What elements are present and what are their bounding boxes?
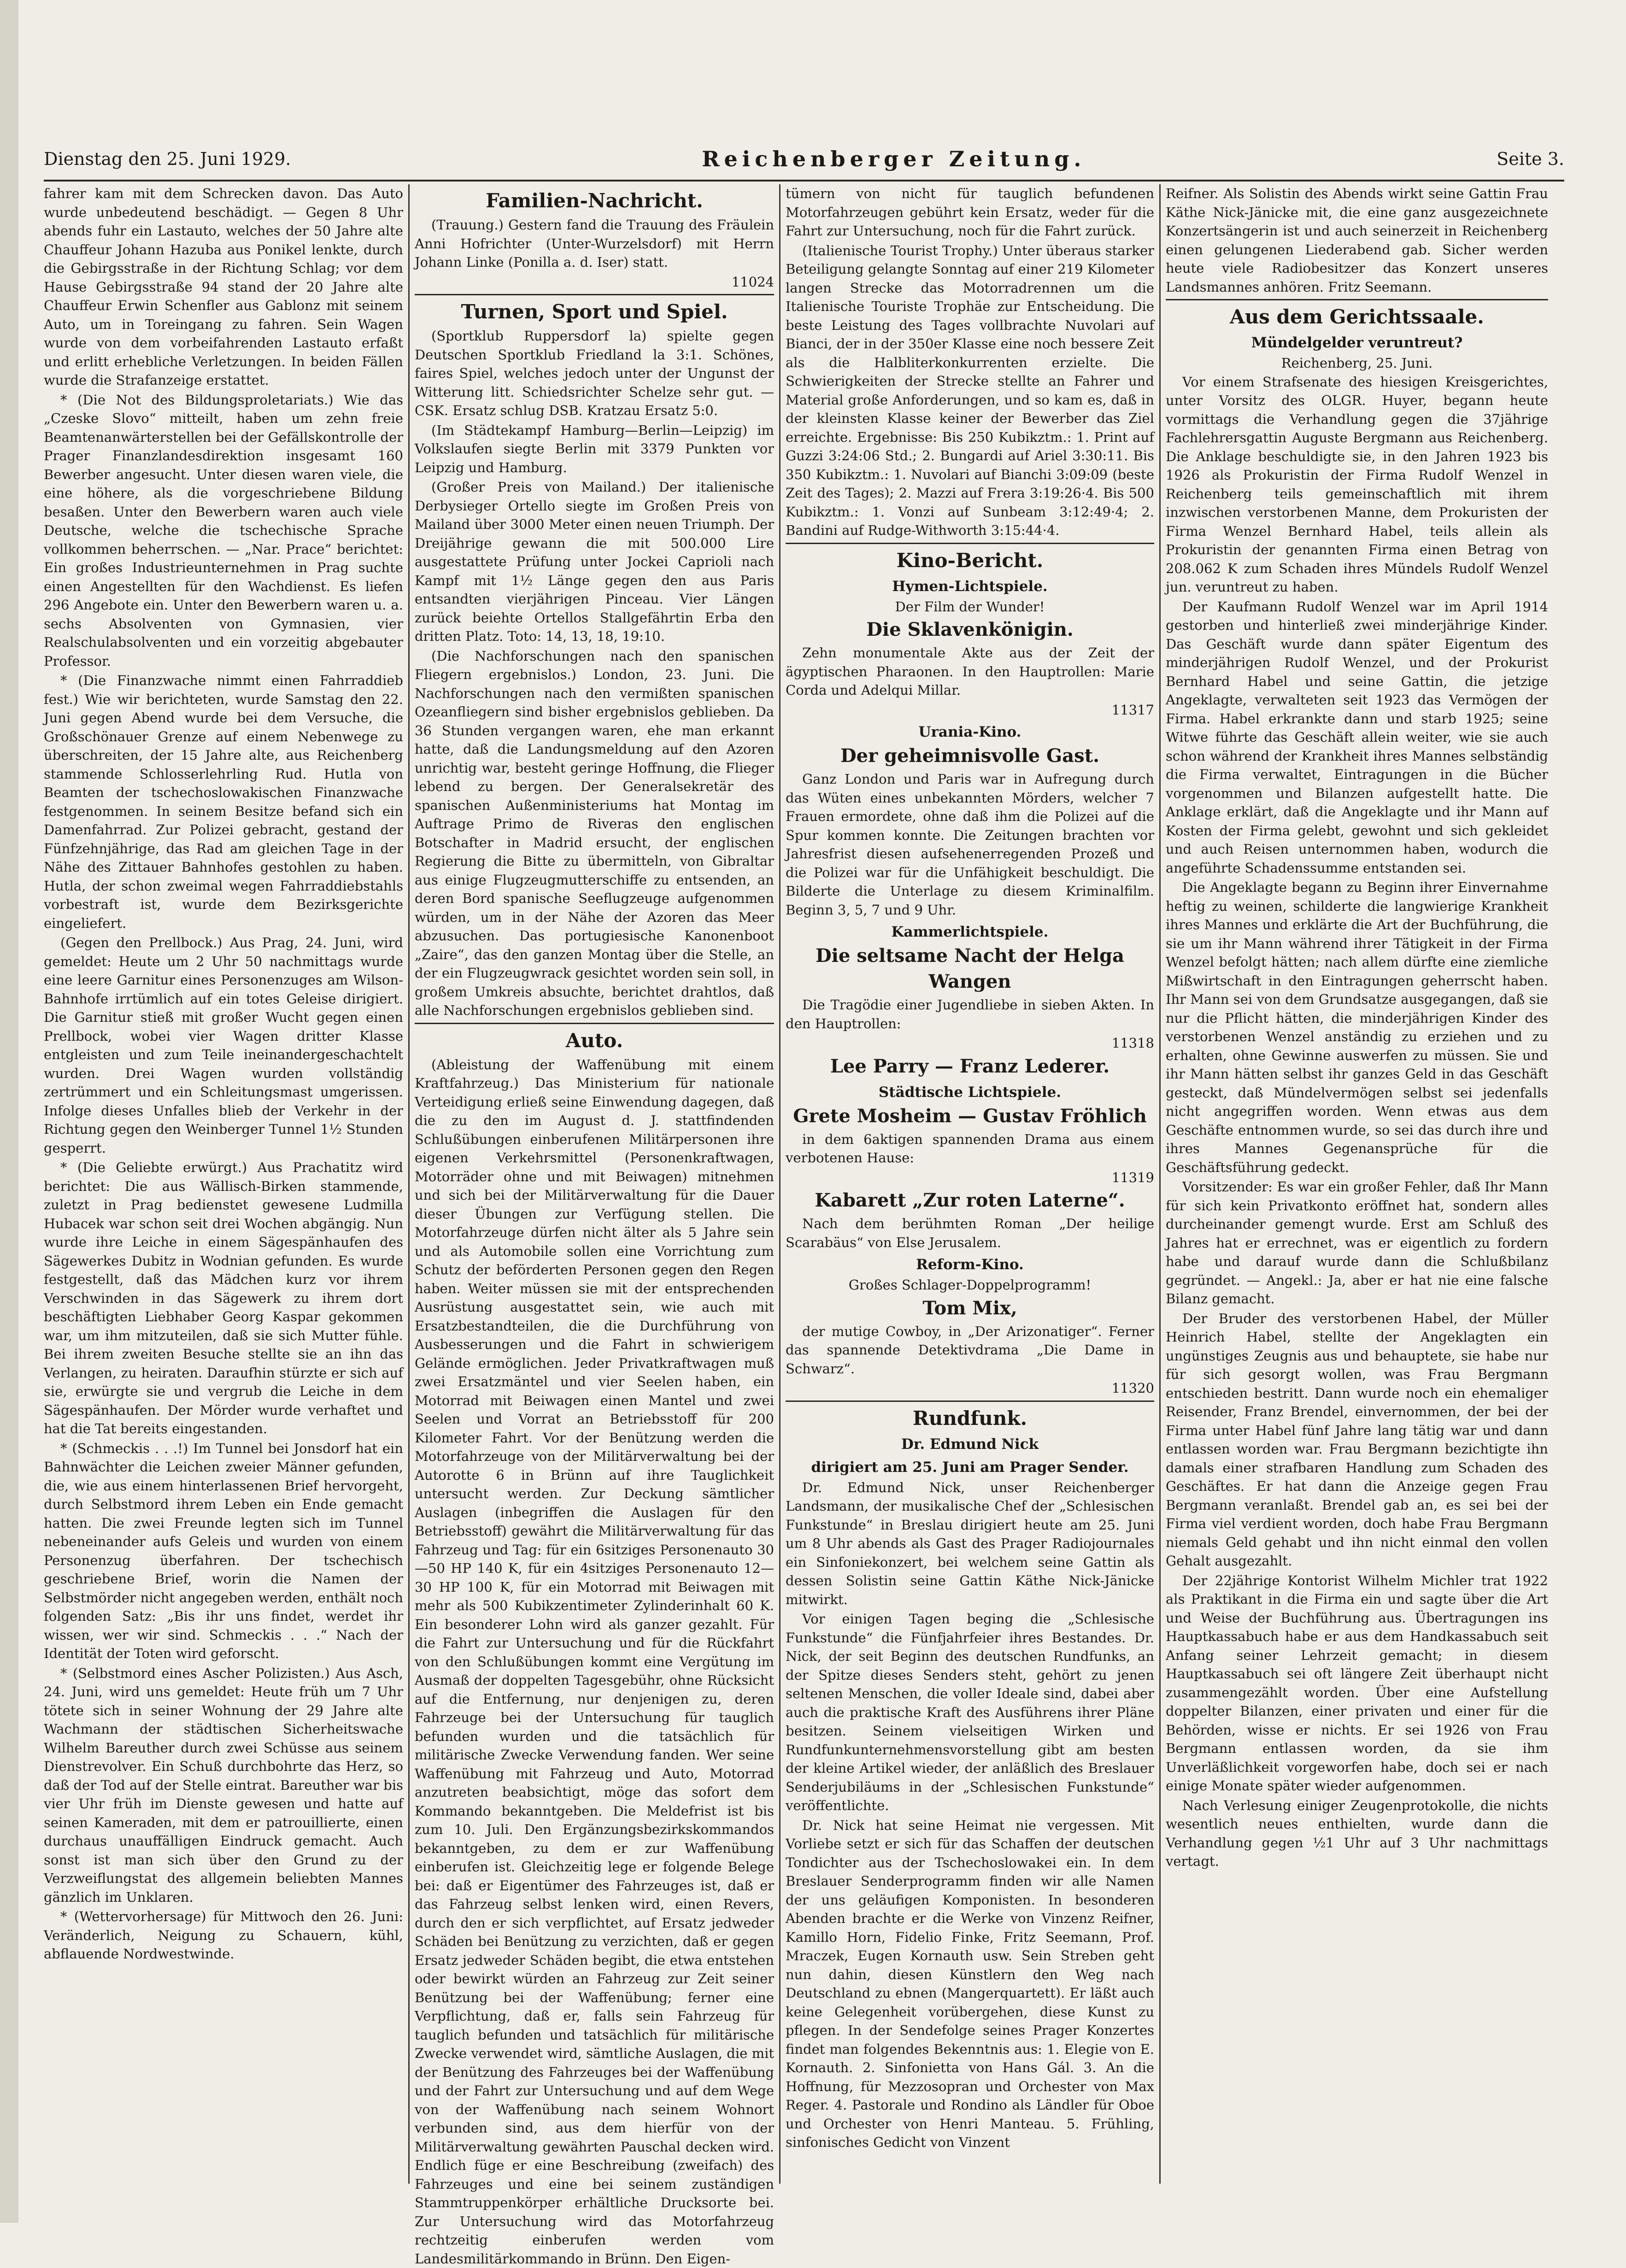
article-paragraph: * (Die Finanzwache nimmt einen Fahrraddieb fest.) Wie wir berichteten, wurde Samstag den 22. Juni gegen Abend wurde bei dem Versuche, die Großschönauer Grenze auf einem Nebenwege zu überschreiten, der 15 Jahre alte, aus Reichenberg stammende Schlosserlehrling Rud. Hutla von Beamten der tschechoslowakischen Finanzwache festgenommen. In seinem Besitze befand sich ein Damenfahrrad. Zur Polizei gebracht, gestand der Fünfzehnjährige, das Rad am gleichen Tage in der Nähe des Zittauer Bahnhofes gestohlen zu haben. Hutla, der schon zweimal wegen Fahrraddiebstahls vorbestraft ist, wurde dem Bezirksgerichte eingeliefert.: [44, 671, 403, 932]
article-paragraph: Vor einigen Tagen beging die „Schlesische Funkstunde“ die Fünfjahrfeier ihres Bestandes. Dr. Nick, der seit Beginn des deutschen Rundfunks, an der Spitze dieses Senders steht, gehört zu jenen seltenen Menschen, die voller Ideale sind, dabei aber auch die praktische Kraft des Ausführens ihrer Pläne besitzen. Seinem vielseitigen Wirken und Rundfunkunternehmensvorstellung gibt am besten der kleine Artikel wieder, der anläßlich des Breslauer Senderjubiläums in der „Schlesischen Funkstunde“ veröffentlichte.: [786, 1610, 1154, 1815]
article-paragraph: Vor einem Strafsenate des hiesigen Kreisgerichtes, unter Vorsitz des OLGR. Huyer, begann heute vormittags die Verhandlung gegen die 37jährige Fachlehrersgattin Auguste Bergmann aus Reichenberg. Die Anklage beschuldigte sie, in den Jahren 1923 bis 1926 als Prokuristin der Firma Rudolf Wenzel in Reichenberg teils gemeinschaftlich mit ihrem inzwischen verstorbenen Manne, dem Prokuristen der Firma Wenzel Bernhard Habel, teils allein als Prokuristin der genannten Firma einen Betrag von 208.062 K zum Schaden ihres Mündels Rudolf Wenzel jun. veruntreut zu haben.: [1166, 373, 1548, 597]
article-paragraph: * (Schmeckis . . .!) Im Tunnel bei Jonsdorf hat ein Bahnwächter die Leichen zweier Männer gefunden, die, wie aus einem hinterlassenen Brief hervorgeht, durch Selbstmord ihrem Leben ein Ende gemacht hatten. Die zwei Freunde legten sich im Tunnel nebeneinander aufs Geleis und wurden von einem Personenzug überfahren. Der tschechisch geschriebene Brief, worin die Namen der Selbstmörder nicht angegeben werden, enthält noch folgenden Satz: „Bis ihr uns findet, werdet ihr wissen, wer wir sind. Schmeckis . . .“ Nach der Identität der Toten wird geforscht.: [44, 1439, 403, 1663]
section-heading-kino: Kino-Bericht.: [786, 548, 1154, 574]
film-title: Kabarett „Zur roten Laterne“.: [786, 1188, 1154, 1213]
film-stars: Lee Parry — Franz Lederer.: [786, 1054, 1154, 1079]
article-paragraph: (Im Städtekampf Hamburg—Berlin—Leipzig) im Volkslaufen siegte Berlin mit 3379 Punkten vor Leipzig und Hamburg.: [415, 421, 774, 477]
article-paragraph: (Großer Preis von Mailand.) Der italienische Derbysieger Ortello siegte im Großen Preis von Mailand über 3000 Meter einen neuen Triumph. Der Dreijährige gewann die mit 500.000 Lire ausgestattete Prüfung unter Jockei Caprioli nach Kampf mit 1½ Länge gegen den aus Paris entsandten vierjährigen Pinceau. Vier Längen zurück beiehte Ortellos Stallgefährtin Erba den dritten Platz. Toto: 14, 13, 18, 19:10.: [415, 478, 774, 646]
article-subheading: Dr. Edmund Nick: [786, 1434, 1154, 1454]
article-paragraph: tümern von nicht für tauglich befundenen Motorfahrzeugen gebührt kein Ersatz, weder für die Fahrt zur Untersuchung, noch für die Fahrt zurück.: [786, 184, 1154, 240]
film-description: in dem 6aktigen spannenden Drama aus einem verbotenen Hause:: [786, 1130, 1154, 1167]
section-divider: [786, 543, 1154, 544]
ad-reference-number: 11024: [415, 273, 774, 292]
article-paragraph: * (Wettervorhersage) für Mittwoch den 26. Juni: Veränderlich, Neigung zu Schauern, kühl, abflauende Nordwestwinde.: [44, 1907, 403, 1963]
article-paragraph: Der Kaufmann Rudolf Wenzel war im April 1914 gestorben und hinterließ zwei minderjährige Kinder. Das Geschäft wurde dann später Eigentum des minderjährigen Rudolf Wenzel, und der Prokurist Bernhard Habel und seine Gattin, die jetzige Angeklagte, verwalteten seit 1923 das Vermögen der Firma. Habel erkrankte dann und starb 1925; seine Witwe führte das Geschäft allein weiter, wie sie auch schon während der Krankheit ihres Mannes selbständig die Firma verwaltet, Eintragungen in die Bücher vorgenommen und Bilanzen aufgestellt hatte. Die Anklage erklärt, daß die Angeklagte und ihr Mann auf Kosten der Firma gelebt, gewohnt und sich gekleidet und auch Reisen unternommen haben, wodurch die angeführte Schadenssumme entstanden sei.: [1166, 598, 1548, 878]
article-paragraph: fahrer kam mit dem Schrecken davon. Das Auto wurde unbedeutend beschädigt. — Gegen 8 Uhr abends fuhr ein Lastauto, welches der 50 Jahre alte Chauffeur Johann Hazuba aus Ponikel lenkte, durch die Gebirgsstraße in der Richtung Schlag; vor dem Hause Gebirgsstraße 94 stand der 20 Jahre alte Chauffeur Erwin Schenfler aus Gablonz mit seinem Auto, um in Toreingang zu fahren. Sein Wagen wurde von dem vorbeifahrenden Lastauto erfaßt und erlitt erhebliche Verletzungen. In beiden Fällen wurde die Strafanzeige erstattet.: [44, 184, 403, 390]
cinema-name: Hymen-Lichtspiele.: [786, 576, 1154, 597]
article-paragraph: Der Bruder des verstorbenen Habel, der Müller Heinrich Habel, stellte der Angeklagten ein ungünstiges Zeugnis aus und behauptete, sie habe nur für sich gesorgt wollen, was Frau Bergmann entschieden bestritt. Dann wurde noch ein ehemaliger Reisender, Franz Brendel, einvernommen, der bei der Firma unter Habel fünf Jahre lang tätig war und dann entlassen worden war. Frau Bergmann bezichtigte ihn damals einer strafbaren Handlung zum Schaden des Geschäftes. Er hat dann die Anzeige gegen Frau Bergmann veranlaßt. Brendel gab an, es sei bei der Firma viel verdient worden, doch habe Frau Bergmann niemals Geld gehabt und ihn nicht einmal den vollen Gehalt ausgezahlt.: [1166, 1309, 1548, 1571]
cinema-name: Städtische Lichtspiele.: [786, 1082, 1154, 1102]
article-paragraph: Reifner. Als Solistin des Abends wirkt seine Gattin Frau Käthe Nick-Jänicke mit, die eine ganz ausgezeichnete Konzertsängerin ist und auch seinerzeit in Reichenberg einen gelungenen Liederabend gab. Sicher werden heute viele Radiobesitzer das Konzert unseres Landsmannes anhören. Fritz Seemann.: [1166, 184, 1548, 296]
film-description: Zehn monumentale Akte aus der Zeit der ägyptischen Pharaonen. In den Hauptrollen: Marie Corda und Adelqui Millar.: [786, 644, 1154, 700]
article-paragraph: (Sportklub Ruppersdorf la) spielte gegen Deutschen Sportklub Friedland la 3:1. Schönes, faires Spiel, welches jedoch unter der Ungunst der Witterung litt. Schiedsrichter Schelze sehr gut. — CSK. Ersatz schlug DSB. Kratzau Ersatz 5:0.: [415, 327, 774, 420]
article-paragraph: Nach Verlesung einiger Zeugenprotokolle, die nichts wesentlich neues enthielten, wurde dann die Verhandlung gegen ½1 Uhr auf 3 Uhr nachmittags vertagt.: [1166, 1796, 1548, 1871]
header-date: Dienstag den 25. Juni 1929.: [44, 149, 291, 169]
section-heading-auto: Auto.: [415, 1028, 774, 1054]
article-paragraph: Der 22jährige Kontorist Wilhelm Michler trat 1922 als Praktikant in die Firma ein und sagte über die Art und Weise der Buchführung aus. Übertragungen ins Hauptkassabuch habe er aus dem Handkassabuch seit Anfang seiner Lehrzeit gemacht; in diesem Hauptkassabuch sei oft längere Zeit überhaupt nicht zusammengezählt worden. Über eine Aufstellung doppelter Bilanzen, einer privaten und einer für die Behörden, wisse er nichts. Er sei 1926 von Frau Bergmann entlassen worden, da sie ihm Unverläßlichkeit vorgeworfen habe, doch sei er nach einige Monate später wieder aufgenommen.: [1166, 1571, 1548, 1795]
adjacent-page-edge: [0, 0, 18, 2223]
page-header: [44, 138, 1564, 182]
film-stars: Grete Mosheim — Gustav Fröhlich: [786, 1103, 1154, 1129]
column-1: [44, 184, 403, 2184]
article-dateline: Reichenberg, 25. Juni.: [1166, 354, 1548, 373]
article-paragraph: * (Die Geliebte erwürgt.) Aus Prachatitz wird berichtet: Die aus Wällisch-Birken stammende, zuletzt in Prag bedienstet gewesene Ludmilla Hubacek war schon seit drei Wochen abgängig. Nun wurde ihre Leiche in einem Sägespänhaufen des Sägewerkes Dubitz in Wodnian gefunden. Es wurde festgestellt, daß das Mädchen kurz vor ihrem Verschwinden in das Sägewerk zu ihrem dort beschäftigten Liebhaber Georg Kaspar gekommen war, um ihm mitzuteilen, daß sie sich Mutter fühle. Bei ihrem zweiten Besuche stellte sie an ihn das Verlangen, zu heiraten. Daraufhin stürzte er sich auf sie, erwürgte sie und vergrub die Leiche in dem Sägespänhaufen. Der Mörder wurde verhaftet und hat die Tat bereits eingestanden.: [44, 1158, 403, 1438]
article-paragraph: (Die Nachforschungen nach den spanischen Fliegern ergebnislos.) London, 23. Juni. Die Nachforschungen nach den vermißten spanischen Ozeanfliegern sind bisher ergebnislos geblieben. Da 36 Stunden vergangen waren, ehe man erkannt hatte, daß die Landungsmeldung auf den Azoren unrichtig war, besteht geringe Hoffnung, die Flieger lebend zu bergen. Der Generalsekretär des spanischen Außenministeriums hat Montag im Auftrage Primo de Riveras den englischen Botschafter in Madrid ersucht, der englischen Regierung die Bitte zu übermitteln, von Gibraltar aus einige Flugzeugmutterschiffe zu entsenden, an deren Bord spanische Seeflugzeuge aufgenommen würden, um in der Nähe der Azoren das Meer abzusuchen. Das portugiesische Kanonenboot „Zaire“, das den ganzen Montag über die Stelle, an der ein Flugzeugwrack gesichtet worden sein soll, in großem Umkreis absuchte, berichtet drahtlos, daß alle Nachforschungen ergebnislos geblieben sind.: [415, 647, 774, 1020]
newspaper-title: Reichenberger Zeitung.: [702, 147, 1086, 171]
film-title: Die Sklavenkönigin.: [786, 617, 1154, 643]
ad-reference-number: 11320: [786, 1379, 1154, 1398]
column-rule: [779, 184, 781, 2184]
article-paragraph: Dr. Edmund Nick, unser Reichenberger Landsmann, der musikalische Chef der „Schlesischen Funkstunde“ in Breslau dirigiert heute am 25. Juni um 8 Uhr abends als Gast des Prager Radiojournales ein Sinfoniekonzert, bei welchem seine Gattin als dessen Solistin seine Gattin Käthe Nick-Jänicke mitwirkt.: [786, 1478, 1154, 1609]
column-4: [1166, 184, 1548, 2184]
cinema-name: Reform-Kino.: [786, 1254, 1154, 1275]
column-rule: [408, 184, 410, 2184]
film-description: der mutige Cowboy, in „Der Arizonatiger“. Ferner das spannende Detektivdrama „Die Dame in Schwarz“.: [786, 1322, 1154, 1378]
section-heading-family: Familien-Nachricht.: [415, 188, 774, 214]
film-description: Die Tragödie einer Jugendliebe in sieben Akten. In den Hauptrollen:: [786, 996, 1154, 1033]
article-paragraph: (Trauung.) Gestern fand die Trauung des Fräulein Anni Hofrichter (Unter-Wurzelsdorf) mit Herrn Johann Linke (Ponilla a. d. Iser) statt.: [415, 216, 774, 272]
section-divider: [415, 1023, 774, 1024]
article-subheading: Mündelgelder veruntreut?: [1166, 333, 1548, 353]
section-divider: [415, 294, 774, 295]
column-rule: [1159, 184, 1161, 2184]
film-title: Tom Mix,: [786, 1295, 1154, 1321]
article-paragraph: Die Angeklagte begann zu Beginn ihrer Einvernahme heftig zu weinen, schilderte die langwierige Krankheit ihres Mannes und erklärte die Art der Buchführung, die sie um ihr Mann während ihrer Tätigkeit in der Firma Wenzel befolgt hätten; nach allem dürfte eine ziemliche Mißwirtschaft in den Eintragungen geherrscht haben. Ihr Mann sei von dem Grundsatze ausgegangen, daß sie nur die Pflicht hätten, die minderjährigen Kinder des verstorbenen Wenzel anständig zu erziehen und zu erhalten, ohne Gewinne auswerfen zu müssen. Sie und ihr Mann hätten selbst ihr ganzes Geld in das Geschäft gesteckt, daß Mündelvermögen selbst sei jedenfalls nicht angegriffen worden. Wenn etwas aus dem Geschäfte entnommen wurde, so sei das durch ihre und ihres Mannes Gegenansprüche für die Geschäftsführung gedeckt.: [1166, 878, 1548, 1177]
ad-reference-number: 11319: [786, 1168, 1154, 1187]
section-heading-sport: Turnen, Sport und Spiel.: [415, 299, 774, 325]
article-paragraph: Dr. Nick hat seine Heimat nie vergessen. Mit Vorliebe setzt er sich für das Schaffen der deutschen Tondichter aus der Tschechoslowakei ein. In dem Breslauer Senderprogramm finden wir alle Namen der uns geläufigen Komponisten. In besonderen Abenden brachte er die Werke von Vinzenz Reifner, Kamillo Horn, Fidelio Finke, Fritz Seemann, Prof. Mraczek, Eugen Kornauth usw. Sein Streben geht nun dahin, diesen Künstlern den Weg nach Deutschland zu ebnen (Mangerquartett). Er läßt auch keine Gelegenheit vorübergehen, diese Kunst zu pflegen. In der Sendefolge seines Prager Konzertes findet man folgendes Bekenntnis aus: 1. Elegie von E. Kornauth. 2. Sinfonietta von Hans Gál. 3. An die Hoffnung, für Mezzosopran und Orchester von Max Reger. 4. Pastorale und Rondino als Ländler für Oboe und Orchester von Henri Manteau. 5. Frühling, sinfonisches Gedicht von Vinzent: [786, 1816, 1154, 2152]
section-divider: [786, 1401, 1154, 1402]
page-number: Seite 3.: [1497, 149, 1564, 169]
article-paragraph: (Italienische Tourist Trophy.) Unter überaus starker Beteiligung gelangte Sonntag auf einer 219 Kilometer langen Strecke das Motorradrennen um die Italienische Touriste Trophäe zur Entscheidung. Die beste Leistung des Tages vollbrachte Nuvolari auf Bianci, der in der 350er Klasse eine noch bessere Zeit als die Halbliterkonkurrenten erzielte. Die Schwierigkeiten der Strecke stellte an Fahrer und Material große Anforderungen, und so kam es, daß in der kleinsten Klasse keiner der Bewerber das Ziel erreichte. Ergebnisse: Bis 250 Kubikztm.: 1. Print auf Guzzi 3:24:06 Std.; 2. Bungardi auf Ariel 3:30:11. Bis 350 Kubikztm.: 1. Nuvolari auf Bianchi 3:09:09 (beste Zeit des Tages); 2. Mazzi auf Frera 3:19:26·4. Bis 500 Kubikztm.: 1. Vonzi auf Sunbeam 3:12:49·4; 2. Bandini auf Rudge-Withworth 3:15:44·4.: [786, 241, 1154, 540]
section-heading-court: Aus dem Gerichtssaale.: [1166, 304, 1548, 330]
film-tagline: Großes Schlager-Doppelprogramm!: [786, 1276, 1154, 1295]
film-title: Der geheimnisvolle Gast.: [786, 743, 1154, 769]
cinema-name: Urania-Kino.: [786, 722, 1154, 742]
film-tagline: Der Film der Wunder!: [786, 598, 1154, 616]
column-2: [415, 184, 774, 2184]
article-paragraph: * (Selbstmord eines Ascher Polizisten.) Aus Asch, 24. Juni, wird uns gemeldet: Heute früh um 7 Uhr tötete sich in seiner Wohnung der 29 Jahre alte Wachmann der städtischen Sicherheitswache Wilhelm Bareuther durch zwei Schüsse aus seinem Dienstrevolver. Ein Schuß durchbohrte das Herz, so daß der Tod auf der Stelle eintrat. Bareuther war bis vier Uhr früh im Dienste gewesen und hatte auf seinen Kameraden, mit dem er patrouillierte, einen durchaus unauffälligen Eindruck gemacht. Auch sonst ist man sich über den Grund zu der Verzweiflungstat des allgemein beliebten Mannes gänzlich im Unklaren.: [44, 1664, 403, 1907]
ad-reference-number: 11317: [786, 701, 1154, 720]
film-description: Nach dem berühmten Roman „Der heilige Scarabäus“ von Else Jerusalem.: [786, 1214, 1154, 1252]
article-subheading: dirigiert am 25. Juni am Prager Sender.: [786, 1457, 1154, 1477]
film-title: Die seltsame Nacht der Helga Wangen: [786, 943, 1154, 995]
article-paragraph: (Ableistung der Waffenübung mit einem Kraftfahrzeug.) Das Ministerium für nationale Verteidigung erließ seine Einwendung dagegen, daß die zu den im August d. J. stattfindenden Schlußübungen einberufenen Militärpersonen ihre eigenen Verkehrsmittel (Personenkraftwagen, Motorräder ohne und mit Beiwagen) mitnehmen und sich bei der Militärverwaltung für die Dauer dieser Übungen zur Verfügung stellen. Die Motorfahrzeuge dürfen nicht älter als 5 Jahre sein und als Automobile sollen eine Vorrichtung zum Schutz der beförderten Personen gegen den Regen haben. Weiter müssen sie mit der entsprechenden Ausrüstung ausgestattet sein, wie auch mit Ersatzbestandteilen, die die Durchführung von Ausbesserungen und die Fahrt in schwierigem Gelände ermöglichen. Jeder Privatkraftwagen muß zwei Ersatzmäntel und vier Seelen haben, ein Motorrad mit Beiwagen einen Mantel und zwei Seelen und Vorrat an Betriebsstoff für 200 Kilometer Fahrt. Vor der Benützung werden die Motorfahrzeuge von der Militärverwaltung bei der Autorotte 6 in Brünn auf ihre Tauglichkeit untersucht werden. Zur Deckung sämtlicher Auslagen (inbegriffen die Auslagen für den Betriebsstoff) gewährt die Militärverwaltung für das Fahrzeug und Tag: für ein 6sitziges Personenauto 30—50 HP 140 K, für ein 4sitziges Personenauto 12—30 HP 100 K, für ein Motorrad mit Beiwagen mit mehr als 500 Kubikzentimeter Zylinderinhalt 60 K. Ein besonderer Lohn wird als ganzer gezahlt. Für die Fahrt zur Untersuchung und für die Rückfahrt von den Schlußübungen kommt eine Vergütung im Ausmaß der doppelten Tagesgebühr, ohne Rücksicht auf die Entfernung, nur denjenigen zu, deren Fahrzeuge bei der Untersuchung für tauglich befunden wurden und die tatsächlich für militärische Zwecke Verwendung fanden. Wer seine Waffenübung mit Fahrzeug und Auto, Motorrad anzutreten beabsichtigt, möge das sofort dem Kommando bekanntgeben. Die Meldefrist ist bis zum 10. Juli. Den Ergänzungsbezirkskommandos bekanntgeben, zu dem er zur Waffenübung einberufen ist. Gleichzeitig lege er folgende Belege bei: daß er Eigentümer des Fahrzeuges ist, daß er das Fahrzeug selbst lenken wird, einen Revers, durch den er sich verpflichtet, auf Ersatz jedweder Schäden bei Benützung zu verzichten, daß er gegen Ersatz jedweder Schäden begibt, die etwa entstehen oder bewirkt würden an Fahrzeug zur Zeit seiner Benützung bei der Waffenübung; ferner eine Verpflichtung, daß er, falls sein Fahrzeug für tauglich befunden und tatsächlich für militärische Zwecke verwendet wird, sämtliche Auslagen, die mit der Benützung des Fahrzeuges bei der Waffenübung und der Fahrt zur Untersuchung und auf dem Wege von der Waffenübung nach seinem Wohnort verbunden sind, aus dem hierfür von der Militärverwaltung gewährten Pauschal decken wird. Endlich füge er eine Beschreibung (zweifach) des Fahrzeuges und eine bei seinem zuständigen Stammtruppenkörper erhältliche Drucksorte bei. Zur Untersuchung wird das Motorfahrzeug rechtzeitig einberufen werden vom Landesmilitärkommando in Brünn. Den Eigen-: [415, 1055, 774, 2268]
article-paragraph: Vorsitzender: Es war ein großer Fehler, daß Ihr Mann für sich kein Privatkonto eröffnet hat, sondern alles durcheinander gemengt wurde. Erst am Schluß des Jahres hat er errechnet, was er eigentlich zu fordern habe und darauf wurde dann die Schlußbilanz gegründet. — Angekl.: Ja, aber er hat nie eine falsche Bilanz gemacht.: [1166, 1178, 1548, 1308]
section-heading-rundfunk: Rundfunk.: [786, 1406, 1154, 1431]
film-description: Ganz London und Paris war in Aufregung durch das Wüten eines unbekannten Mörders, welcher 7 Frauen ermordete, ohne daß ihm die Polizei auf die Spur kommen konnte. Die Zeitungen brachten vor Jahresfrist diesen aufsehenerregenden Prozeß und die Polizei war für die Unfähigkeit beschuldigt. Die Bilderte die Unterlage zu diesem Kriminalfilm. Beginn 3, 5, 7 und 9 Uhr.: [786, 770, 1154, 919]
ad-reference-number: 11318: [786, 1034, 1154, 1053]
column-3: [786, 184, 1154, 2184]
cinema-name: Kammerlichtspiele.: [786, 922, 1154, 942]
article-paragraph: (Gegen den Prellbock.) Aus Prag, 24. Juni, wird gemeldet: Heute um 2 Uhr 50 nachmittags wurde eine leere Garnitur eines Personenzuges am Wilson-Bahnhofe irrtümlich auf ein totes Geleise dirigiert. Die Garnitur stieß mit großer Wucht gegen einen Prellbock, wobei vier Wagen dritter Klasse entgleisten und zum Teile ineinandergeschachtelt wurden. Drei Wagen wurden vollständig zertrümmert und ein Schleitungsmast umgerissen. Infolge dieses Unfalles blieb der Verkehr in der Richtung gegen den Weinberger Tunnel 1½ Stunden gesperrt.: [44, 933, 403, 1157]
article-paragraph: * (Die Not des Bildungsproletariats.) Wie das „Czeske Slovo“ mitteilt, haben um zehn freie Beamtenanwärterstellen bei der Gefällskontrolle der Prager Finanzlandesdirektion insgesamt 160 Bewerber angesucht. Unter diesen waren viele, die eine höhere, als die vorgeschriebene Bildung besaßen. Unter den Bewerbern waren auch viele Deutsche, welche die tschechische Sprache vollkommen beherrschen. — „Nar. Prace“ berichtet: Ein großes Industrieunternehmen in Prag suchte einen Angestellten für den Wachdienst. Es liefen 296 Angebote ein. Unter den Bewerbern waren u. a. sechs Absolventen von Gymnasien, vier Realschulabsolventen und ein vorzeitig abgebauter Professor.: [44, 391, 403, 671]
section-divider: [1166, 299, 1548, 300]
